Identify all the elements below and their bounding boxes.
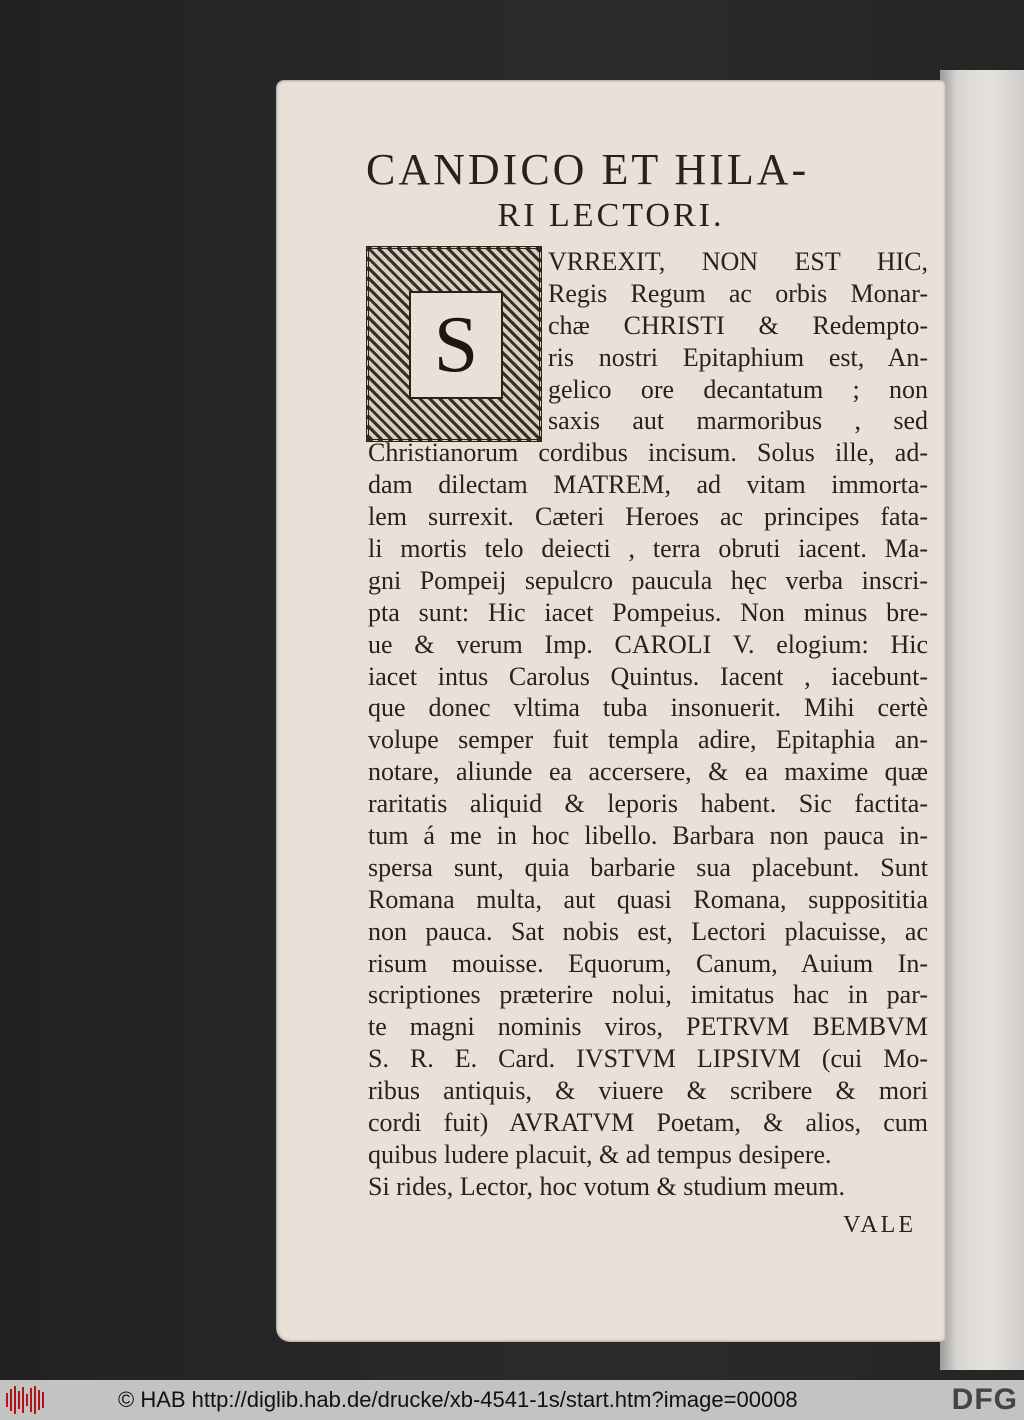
text-line: Regis Regum ac orbis Monar- — [548, 278, 928, 308]
page-title-line1: CANDICO ET HILA- — [366, 145, 810, 194]
text-line: Si rides, Lector, hoc votum & studium meum. — [368, 1171, 846, 1201]
logo-bar — [10, 1389, 12, 1411]
text-line: notare, aliunde ea accersere, & ea maxime quæ — [368, 757, 928, 787]
text-line: tum á me in hoc libello. Barbara non pauca in- — [368, 821, 928, 851]
logo-bar — [42, 1392, 44, 1408]
text-line: iacet intus Carolus Quintus. Iacent , iacebunt- — [368, 661, 928, 691]
text-line: gelico ore decantatum ; non — [548, 374, 928, 404]
logo-bar — [6, 1393, 8, 1407]
logo-bar — [18, 1391, 20, 1409]
logo-bar — [14, 1386, 16, 1414]
logo-bar — [34, 1386, 36, 1414]
hab-logo-icon — [6, 1386, 46, 1414]
next-page-edge — [940, 70, 1024, 1370]
text-line: Christianorum cordibus incisum. Solus ille, ad- — [368, 438, 928, 468]
text-line: te magni nominis viros, PETRVM BEMBVM — [368, 1012, 928, 1042]
text-line: VRREXIT, NON EST HIC, — [548, 247, 928, 276]
page-title-line2: RI LECTORI. — [497, 197, 725, 234]
text-line: risum mouisse. Equorum, Canum, Auium In- — [368, 948, 928, 978]
book-page — [276, 80, 946, 1342]
text-line: li mortis telo deiecti , terra obruti iacent. Ma- — [368, 534, 928, 564]
text-line: ris nostri Epitaphium est, An- — [548, 342, 928, 372]
dfg-logo: DFG — [951, 1383, 1018, 1416]
text-line: gni Pompeij sepulcro paucula hęc verba inscri- — [368, 565, 928, 595]
text-line: ue & verum Imp. CAROLI V. elogium: Hic — [368, 629, 928, 659]
drop-cap-letter: S — [409, 291, 503, 399]
text-line: ribus antiquis, & viuere & scribere & mori — [368, 1076, 928, 1106]
text-line: quibus ludere placuit, & ad tempus desipere. — [368, 1139, 832, 1169]
text-line: pta sunt: Hic iacet Pompeius. Non minus bre- — [368, 597, 928, 627]
text-line: S. R. E. Card. IVSTVM LIPSIVM (cui Mo- — [368, 1044, 928, 1074]
logo-bar — [30, 1388, 32, 1412]
text-line: scriptiones præterire nolui, imitatus hac in par- — [368, 980, 928, 1010]
text-line: dam dilectam MATREM, ad vitam immorta- — [368, 470, 928, 500]
text-line: que donec vltima tuba insonuerit. Mihi certè — [368, 693, 928, 723]
text-line: Romana multa, aut quasi Romana, supposititia — [368, 884, 928, 914]
text-line: lem surrexit. Cæteri Heroes ac principes fata- — [368, 502, 928, 532]
text-line: chæ CHRISTI & Redempto- — [548, 310, 928, 340]
text-line: cordi fuit) AVRATVM Poetam, & alios, cum — [368, 1108, 928, 1138]
text-line: volupe semper fuit templa adire, Epitaphia an- — [368, 725, 928, 755]
closing-word: VALE — [843, 1212, 916, 1238]
logo-bar — [22, 1387, 24, 1413]
logo-bar — [38, 1390, 40, 1410]
text-line: non pauca. Sat nobis est, Lectori placuisse, ac — [368, 916, 928, 946]
text-line: spersa sunt, quia barbarie sua placebunt. Sunt — [368, 852, 928, 882]
text-line: raritatis aliquid & leporis habent. Sic factita- — [368, 789, 928, 819]
copyright-url: © HAB http://diglib.hab.de/drucke/xb-4541-1s/start.htm?image=00008 — [118, 1387, 798, 1412]
footer-bar — [0, 1380, 1024, 1420]
logo-bar — [26, 1394, 28, 1406]
body-text — [368, 246, 928, 1203]
text-line: saxis aut marmoribus , sed — [548, 406, 928, 436]
